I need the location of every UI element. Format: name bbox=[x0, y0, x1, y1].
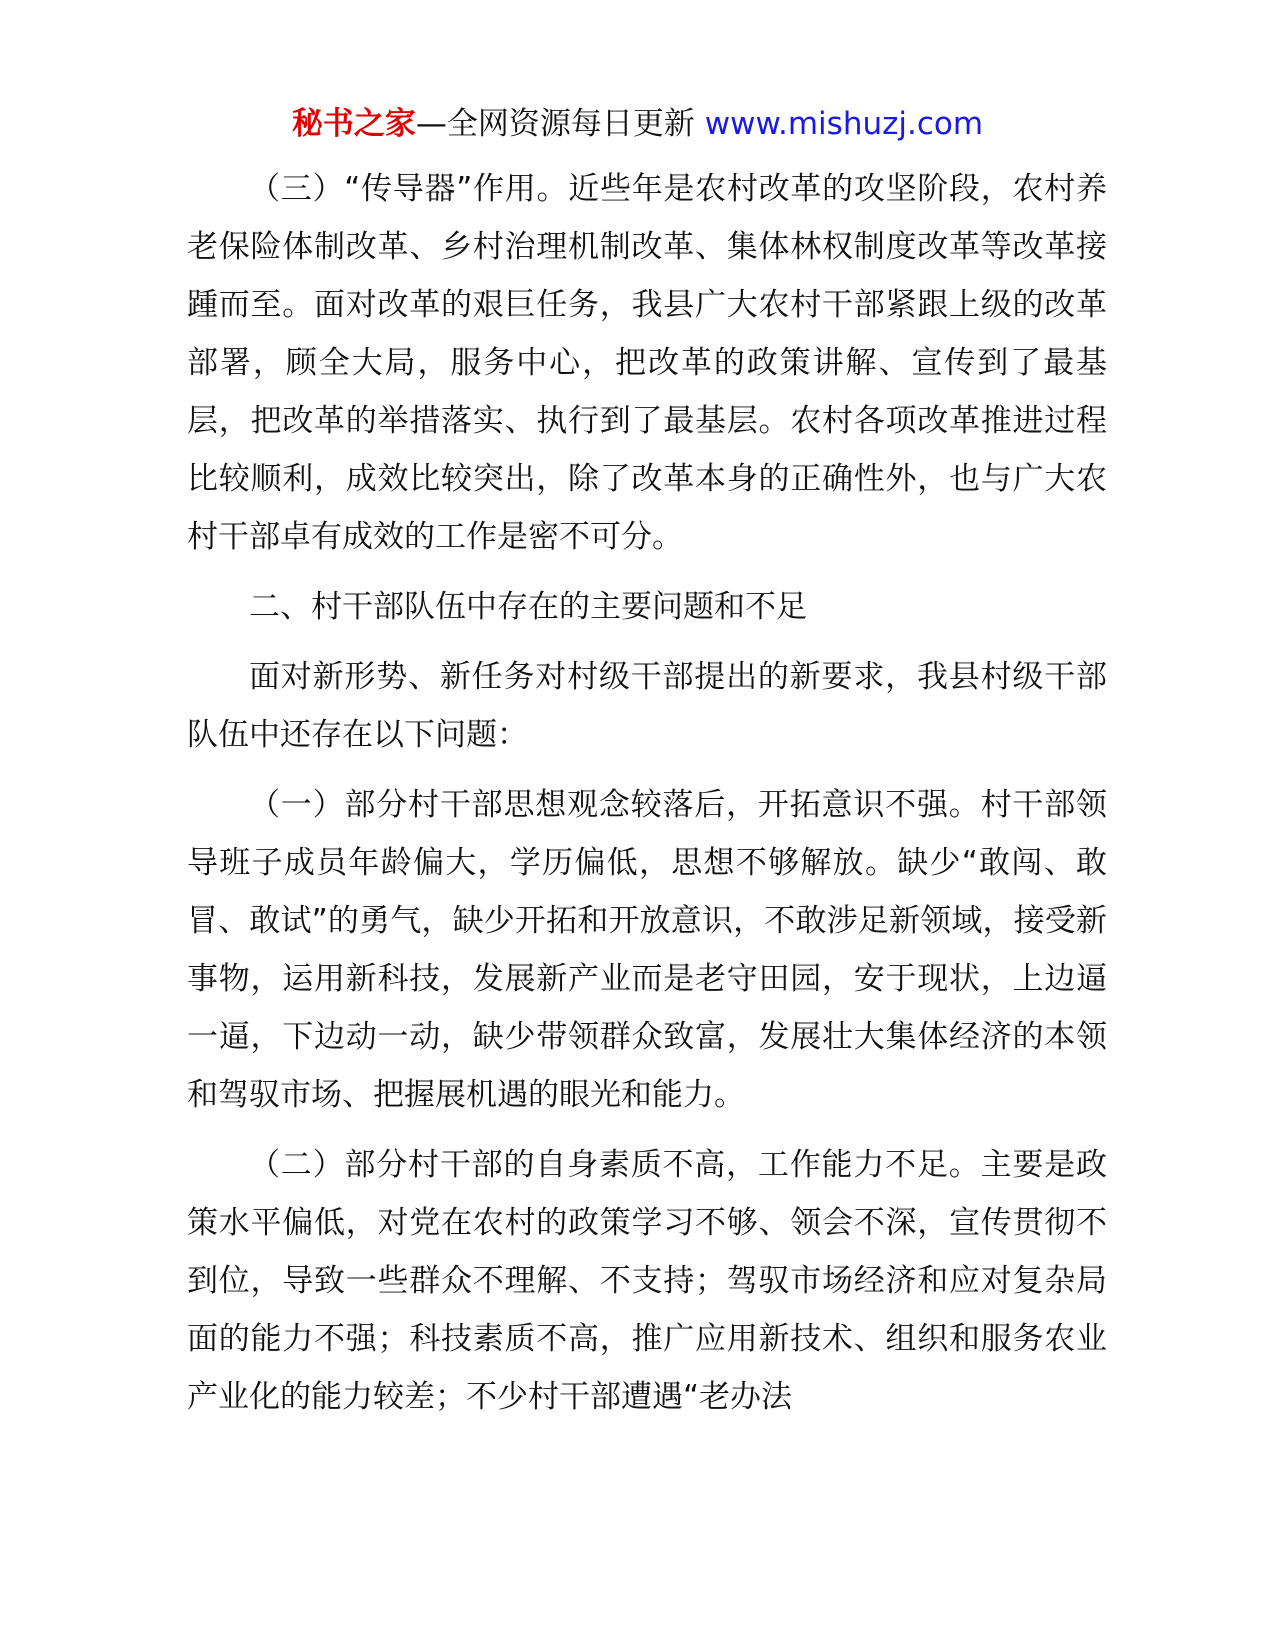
paragraph-intro-problems: 面对新形势、新任务对村级干部提出的新要求，我县村级干部队伍中还存在以下问题： bbox=[187, 659, 1107, 753]
site-url-link[interactable]: www.mishuzj.com bbox=[704, 106, 984, 142]
site-tagline: —全网资源每日更新 bbox=[415, 106, 705, 142]
section-heading-problems: 二、村干部队伍中存在的主要问题和不足 bbox=[249, 589, 807, 625]
document-body bbox=[187, 160, 1107, 1426]
site-brand: 秘书之家 bbox=[291, 106, 416, 142]
page-header bbox=[0, 100, 1275, 148]
paragraph-conductor-role: （三）“传导器”作用。近些年是农村改革的攻坚阶段，农村养老保险体制改革、乡村治理机制改革、集体林权制度改革等改革接踵而至。面对改革的艰巨任务，我县广大农村干部紧跟上级的改革部署，顾全大局，服务中心，把改革的政策讲解、宣传到了最基层，把改革的举措落实、执行到了最基层。农村各项改革推进过程比较顺利，成效比较突出，除了改革本身的正确性外，也与广大农村干部卓有成效的工作是密不可分。 bbox=[187, 171, 1107, 555]
paragraph-problem-two: （二）部分村干部的自身素质不高，工作能力不足。主要是政策水平偏低，对党在农村的政策学习不够、领会不深，宣传贯彻不到位，导致一些群众不理解、不支持；驾驭市场经济和应对复杂局面的能力不强；科技素质不高，推广应用新技术、组织和服务农业产业化的能力较差；不少村干部遭遇“老办法 bbox=[187, 1147, 1107, 1415]
paragraph-problem-one: （一）部分村干部思想观念较落后，开拓意识不强。村干部领导班子成员年龄偏大，学历偏低，思想不够解放。缺少“敢闯、敢冒、敢试”的勇气，缺少开拓和开放意识，不敢涉足新领域，接受新事物，运用新科技，发展新产业而是老守田园，安于现状，上边逼一逼，下边动一动，缺少带领群众致富，发展壮大集体经济的本领和驾驭市场、把握展机遇的眼光和能力。 bbox=[187, 787, 1107, 1113]
